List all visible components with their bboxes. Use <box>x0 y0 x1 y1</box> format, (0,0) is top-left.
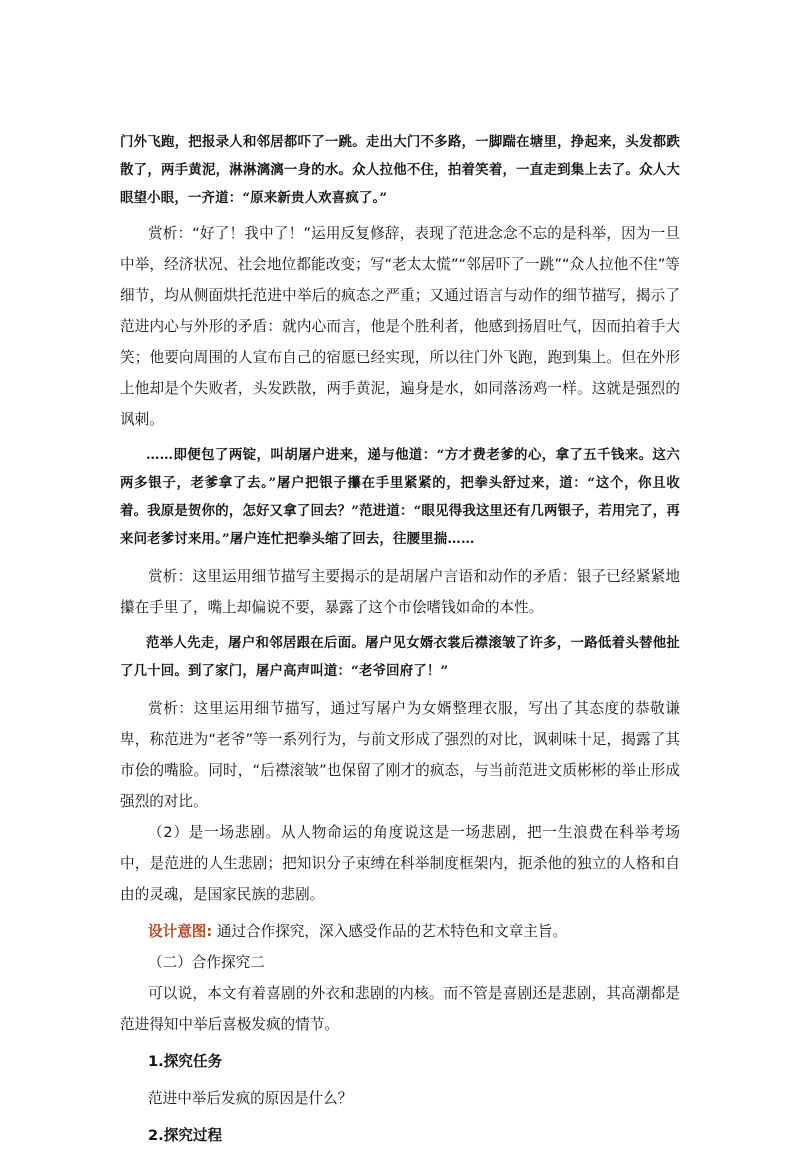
quote-passage-1: 门外飞跑，把报录人和邻居都吓了一跳。走出大门不多路，一脚踹在塘里，挣起来，头发都跌散了，两手黄泥，淋淋漓漓一身的水。众人拉他不住，拍着笑着，一直走到集上去了。众人大眼望小眼，一齐道：“原来新贵人欢喜疯了。” <box>120 134 680 206</box>
task-heading: 1.探究任务 <box>148 1053 223 1070</box>
design-intent <box>120 916 680 947</box>
section-title: （二）合作探究二 <box>148 954 265 971</box>
section-intro: 可以说，本文有着喜剧的外衣和悲剧的内核。而不管是喜剧还是悲剧，其高潮都是范进得知中举后喜极发疯的情节。 <box>120 985 680 1033</box>
analysis-paragraph-1: 赏析：“好了！我中了！”运用反复修辞，表现了范进念念不忘的是科举，因为一旦中举，经济状况、社会地位都能改变；写“老太太慌”“邻居吓了一跳”“众人拉他不住”等细节，均从侧面烘托范进中举后的疯态之严重；又通过语言与动作的细节描写，揭示了范进内心与外形的矛盾：就内心而言，他是个胜利者，他感到扬眉吐气，因而拍着手大笑；他要向周围的人宣布自己的宿愿已经实现，所以往门外飞跑，跑到集上。但在外形上他却是个失败者，头发跌散，两手黄泥，遍身是水，如同落汤鸡一样。这就是强烈的讽刺。 <box>120 225 680 428</box>
design-intent-text: 通过合作探究，深入感受作品的艺术特色和文章主旨。 <box>216 923 568 940</box>
task-text: 范进中举后发疯的原因是什么？ <box>148 1090 353 1107</box>
tragedy-point: （2）是一场悲剧。从人物命运的角度说这是一场悲剧，把一生浪费在科举考场中，是范进的人生悲剧；把知识分子束缚在科举制度框架内，扼杀他的独立的人格和自由的灵魂，是国家民族的悲剧。 <box>120 824 680 903</box>
analysis-paragraph-2: 赏析：这里运用细节描写主要揭示的是胡屠户言语和动作的矛盾：银子已经紧紧地攥在手里了，嘴上却偏说不要，暴露了这个市侩嗜钱如命的本性。 <box>120 568 680 616</box>
document-body <box>120 128 680 1151</box>
design-intent-label: 设计意图: <box>148 923 213 940</box>
quote-passage-2: ……即便包了两锭，叫胡屠户进来，递与他道：“方才费老爹的心，拿了五千钱来。这六两多银子，老爹拿了去。”屠户把银子攥在手里紧紧的，把拳头舒过来，道：“这个，你且收着。我原是贺你的，怎好又拿了回去？”范进道：“眼见得我这里还有几两银子，若用完了，再来问老爹讨来用。”屠户连忙把拳头缩了回去，往腰里揣…… <box>120 447 680 547</box>
quote-passage-3: 范举人先走，屠户和邻居跟在后面。屠户见女婿衣裳后襟滚皱了许多，一路低着头替他扯了几十回。到了家门，屠户高声叫道：“老爷回府了！” <box>120 635 680 679</box>
process-heading: 2.探究过程 <box>148 1127 223 1144</box>
analysis-paragraph-3: 赏析：这里运用细节描写，通过写屠户为女婿整理衣服，写出了其态度的恭敬谦卑，称范进为“老爷”等一系列行为，与前文形成了强烈的对比，讽刺味十足，揭露了其市侩的嘴脸。同时，“后襟滚皱”也保留了刚才的疯态，与当前范进文质彬彬的举止形成强烈的对比。 <box>120 700 680 810</box>
